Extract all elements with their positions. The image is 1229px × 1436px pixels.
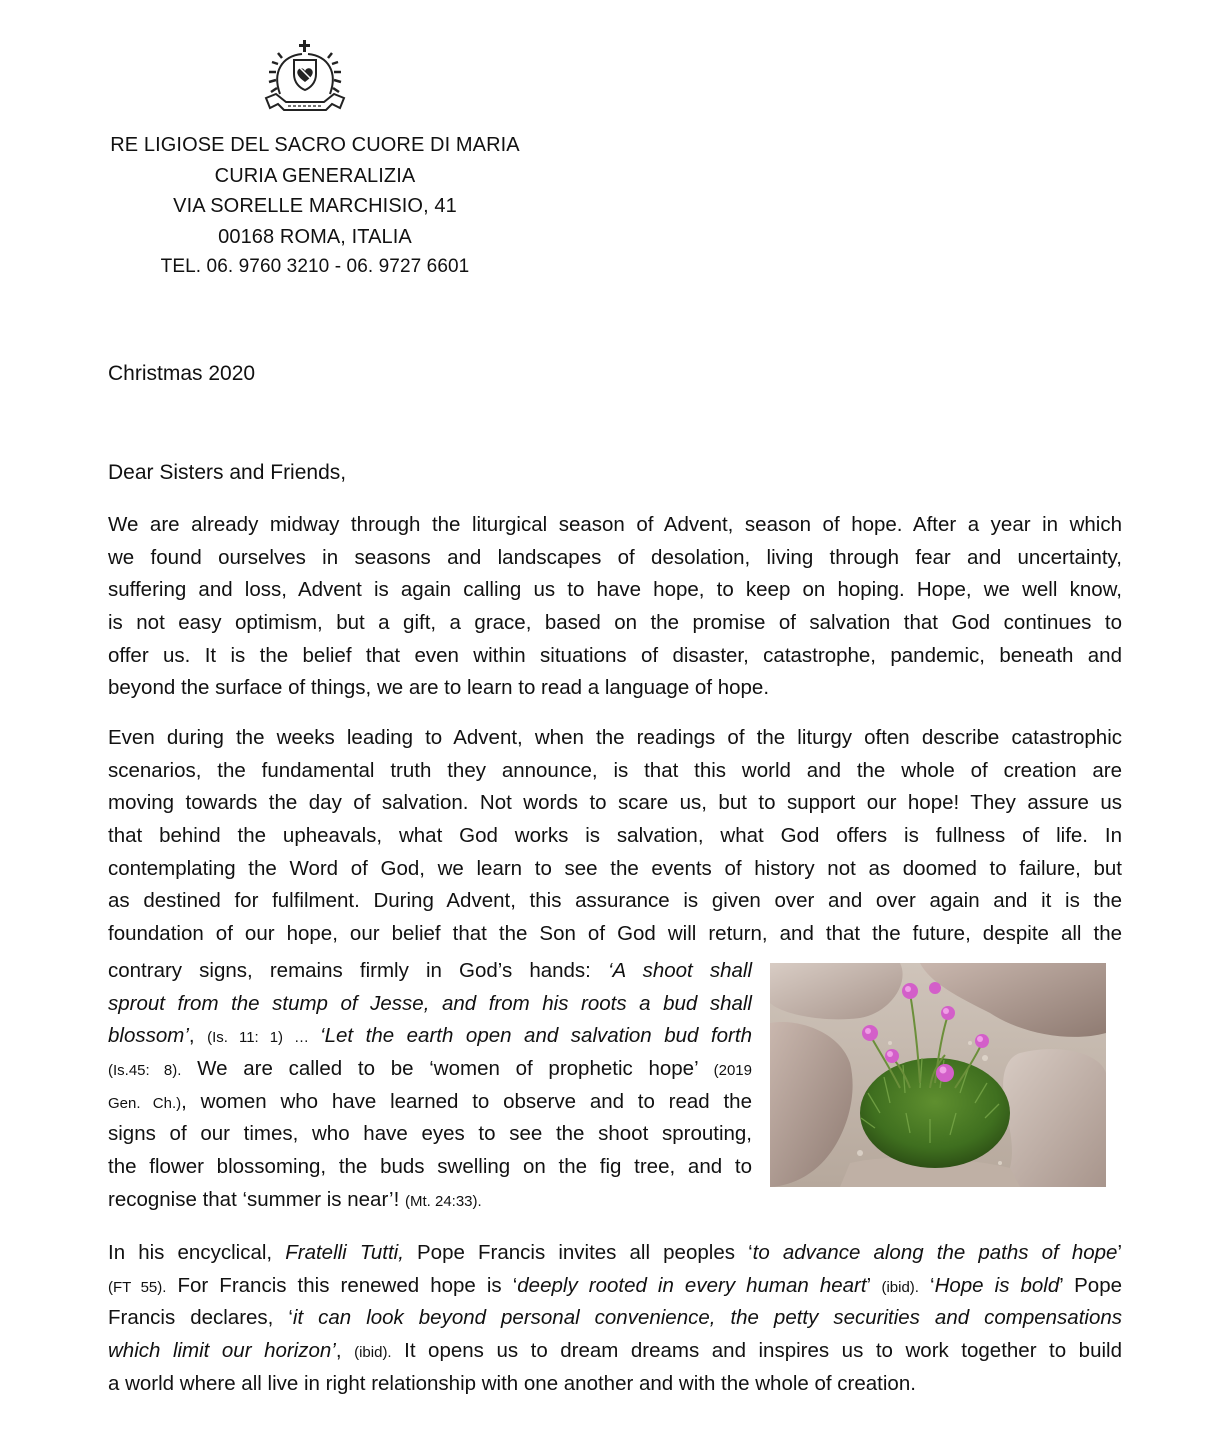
quote-text: it can look beyond personal convenience, the petty securities and compensations xyxy=(292,1306,1122,1330)
text-line xyxy=(108,1053,752,1086)
reference: (ibid). xyxy=(354,1344,392,1362)
text-run: ‘ xyxy=(918,1273,935,1297)
text-line xyxy=(108,1086,752,1119)
quote-text: sprout from the stump of Jesse, and from his roots a bud shall xyxy=(108,991,752,1015)
text-line: Even during the weeks leading to Advent, when the readings of the liturgy often describe catastrophic xyxy=(108,726,1122,749)
paragraph-2 xyxy=(108,722,1122,951)
text-line xyxy=(108,988,752,1021)
address-line: 00168 ROMA, ITALIA xyxy=(218,225,412,248)
address-line: CURIA GENERALIZIA xyxy=(214,164,416,187)
quote-text: Hope is bold xyxy=(934,1273,1060,1297)
text-run: contrary signs, remains firmly in God’s hands: xyxy=(108,959,608,982)
salutation: Dear Sisters and Friends, xyxy=(108,461,347,484)
quote-text: which limit our horizon’ xyxy=(108,1339,336,1363)
text-line: that behind the upheavals, what God works is salvation, what God offers is fullness of life. In xyxy=(108,824,1122,848)
reference: (ibid). xyxy=(881,1278,919,1296)
text-line: We are already midway through the liturgical season of Advent, season of hope. After a year in which xyxy=(108,513,1122,536)
text-run: Francis declares, ‘ xyxy=(108,1306,293,1330)
text-line xyxy=(108,1020,752,1053)
text-line: the flower blossoming, the buds swelling on the fig tree, and to xyxy=(108,1155,752,1179)
telephone-line: TEL. 06. 9760 3210 - 06. 9727 6601 xyxy=(160,256,470,277)
paragraph-2-continued xyxy=(108,955,752,1217)
text-line xyxy=(108,1184,752,1217)
letter-date: Christmas 2020 xyxy=(108,362,256,385)
text-line: foundation of our hope, our belief that the Son of God will return, and that the future, despite all the xyxy=(108,922,1122,946)
scripture-reference: (Is.45: 8). xyxy=(108,1062,182,1080)
reference: Gen. Ch.) xyxy=(108,1094,182,1112)
quote-text: to advance along the paths of hope xyxy=(752,1241,1118,1264)
text-line: moving towards the day of salvation. Not words to scare us, but to support our hope! They assure us xyxy=(108,791,1122,815)
text-run: , xyxy=(335,1339,355,1363)
reference: (2019 xyxy=(713,1062,752,1080)
flower-photo xyxy=(770,963,1106,1187)
text-line: signs of our times, who have eyes to see the shoot sprouting, xyxy=(108,1122,752,1146)
text-line: we found ourselves in seasons and landscapes of desolation, living through fear and uncertainty, xyxy=(108,545,1122,569)
text-run: ’ xyxy=(866,1273,882,1297)
text-line: beyond the surface of things, we are to learn to read a language of hope. xyxy=(108,676,770,700)
paragraph-1 xyxy=(108,509,1122,705)
title-text: Fratelli Tutti, xyxy=(285,1241,404,1264)
quote-text: ‘Let the earth open and salvation bud forth xyxy=(320,1024,752,1048)
text-line: suffering and loss, Advent is again calling us to have hope, to keep on hoping. Hope, we well know, xyxy=(108,578,1122,602)
text-run: ’ xyxy=(1117,1241,1122,1264)
paragraph-3 xyxy=(108,1237,1122,1400)
reference: (FT 55). xyxy=(108,1278,167,1296)
text-run: We are called to be ‘women of prophetic hope’ xyxy=(181,1057,714,1081)
letterhead-address xyxy=(95,130,535,283)
text-run: In his encyclical, xyxy=(108,1241,286,1264)
text-line: as destined for fulfilment. During Advent, this assurance is given over and over again and it is the xyxy=(108,889,1122,913)
text-line: contemplating the Word of God, we learn to see the events of history not as doomed to failure, but xyxy=(108,856,1122,880)
quote-text: ‘A shoot shall xyxy=(607,959,752,982)
text-line xyxy=(108,1302,1122,1335)
crest-icon xyxy=(262,38,348,118)
text-line: offer us. It is the belief that even within situations of disaster, catastrophe, pandemic, beneath and xyxy=(108,643,1122,667)
scripture-reference: (Mt. 24:33). xyxy=(405,1192,482,1210)
text-line xyxy=(108,955,752,988)
address-line: RE LIGIOSE DEL SACRO CUORE DI MARIA xyxy=(110,134,520,156)
address-line: VIA SORELLE MARCHISIO, 41 xyxy=(173,195,457,217)
text-line: a world where all live in right relationship with one another and with the whole of creation. xyxy=(108,1371,916,1395)
text-line xyxy=(108,1335,1122,1368)
text-run: Pope Francis invites all peoples ‘ xyxy=(403,1241,753,1264)
quote-text: deeply rooted in every human heart xyxy=(517,1273,867,1297)
text-run: , women who have learned to observe and to read the xyxy=(181,1089,752,1113)
text-run: , xyxy=(188,1024,208,1048)
text-line: is not easy optimism, but a gift, a grace, based on the promise of salvation that God continues to xyxy=(108,611,1122,635)
text-run: recognise that ‘summer is near’! xyxy=(108,1187,405,1211)
text-line: scenarios, the fundamental truth they announce, is that this world and the whole of creation are xyxy=(108,758,1122,782)
text-run: It opens us to dream dreams and inspires us to work together to build xyxy=(391,1339,1122,1363)
text-line xyxy=(108,1237,1122,1270)
text-run: ’ Pope xyxy=(1059,1273,1122,1297)
scripture-reference: (Is. 11: 1) … xyxy=(207,1029,321,1047)
text-run: For Francis this renewed hope is ‘ xyxy=(166,1273,518,1297)
quote-text: blossom’ xyxy=(108,1024,189,1048)
text-line xyxy=(108,1270,1122,1303)
